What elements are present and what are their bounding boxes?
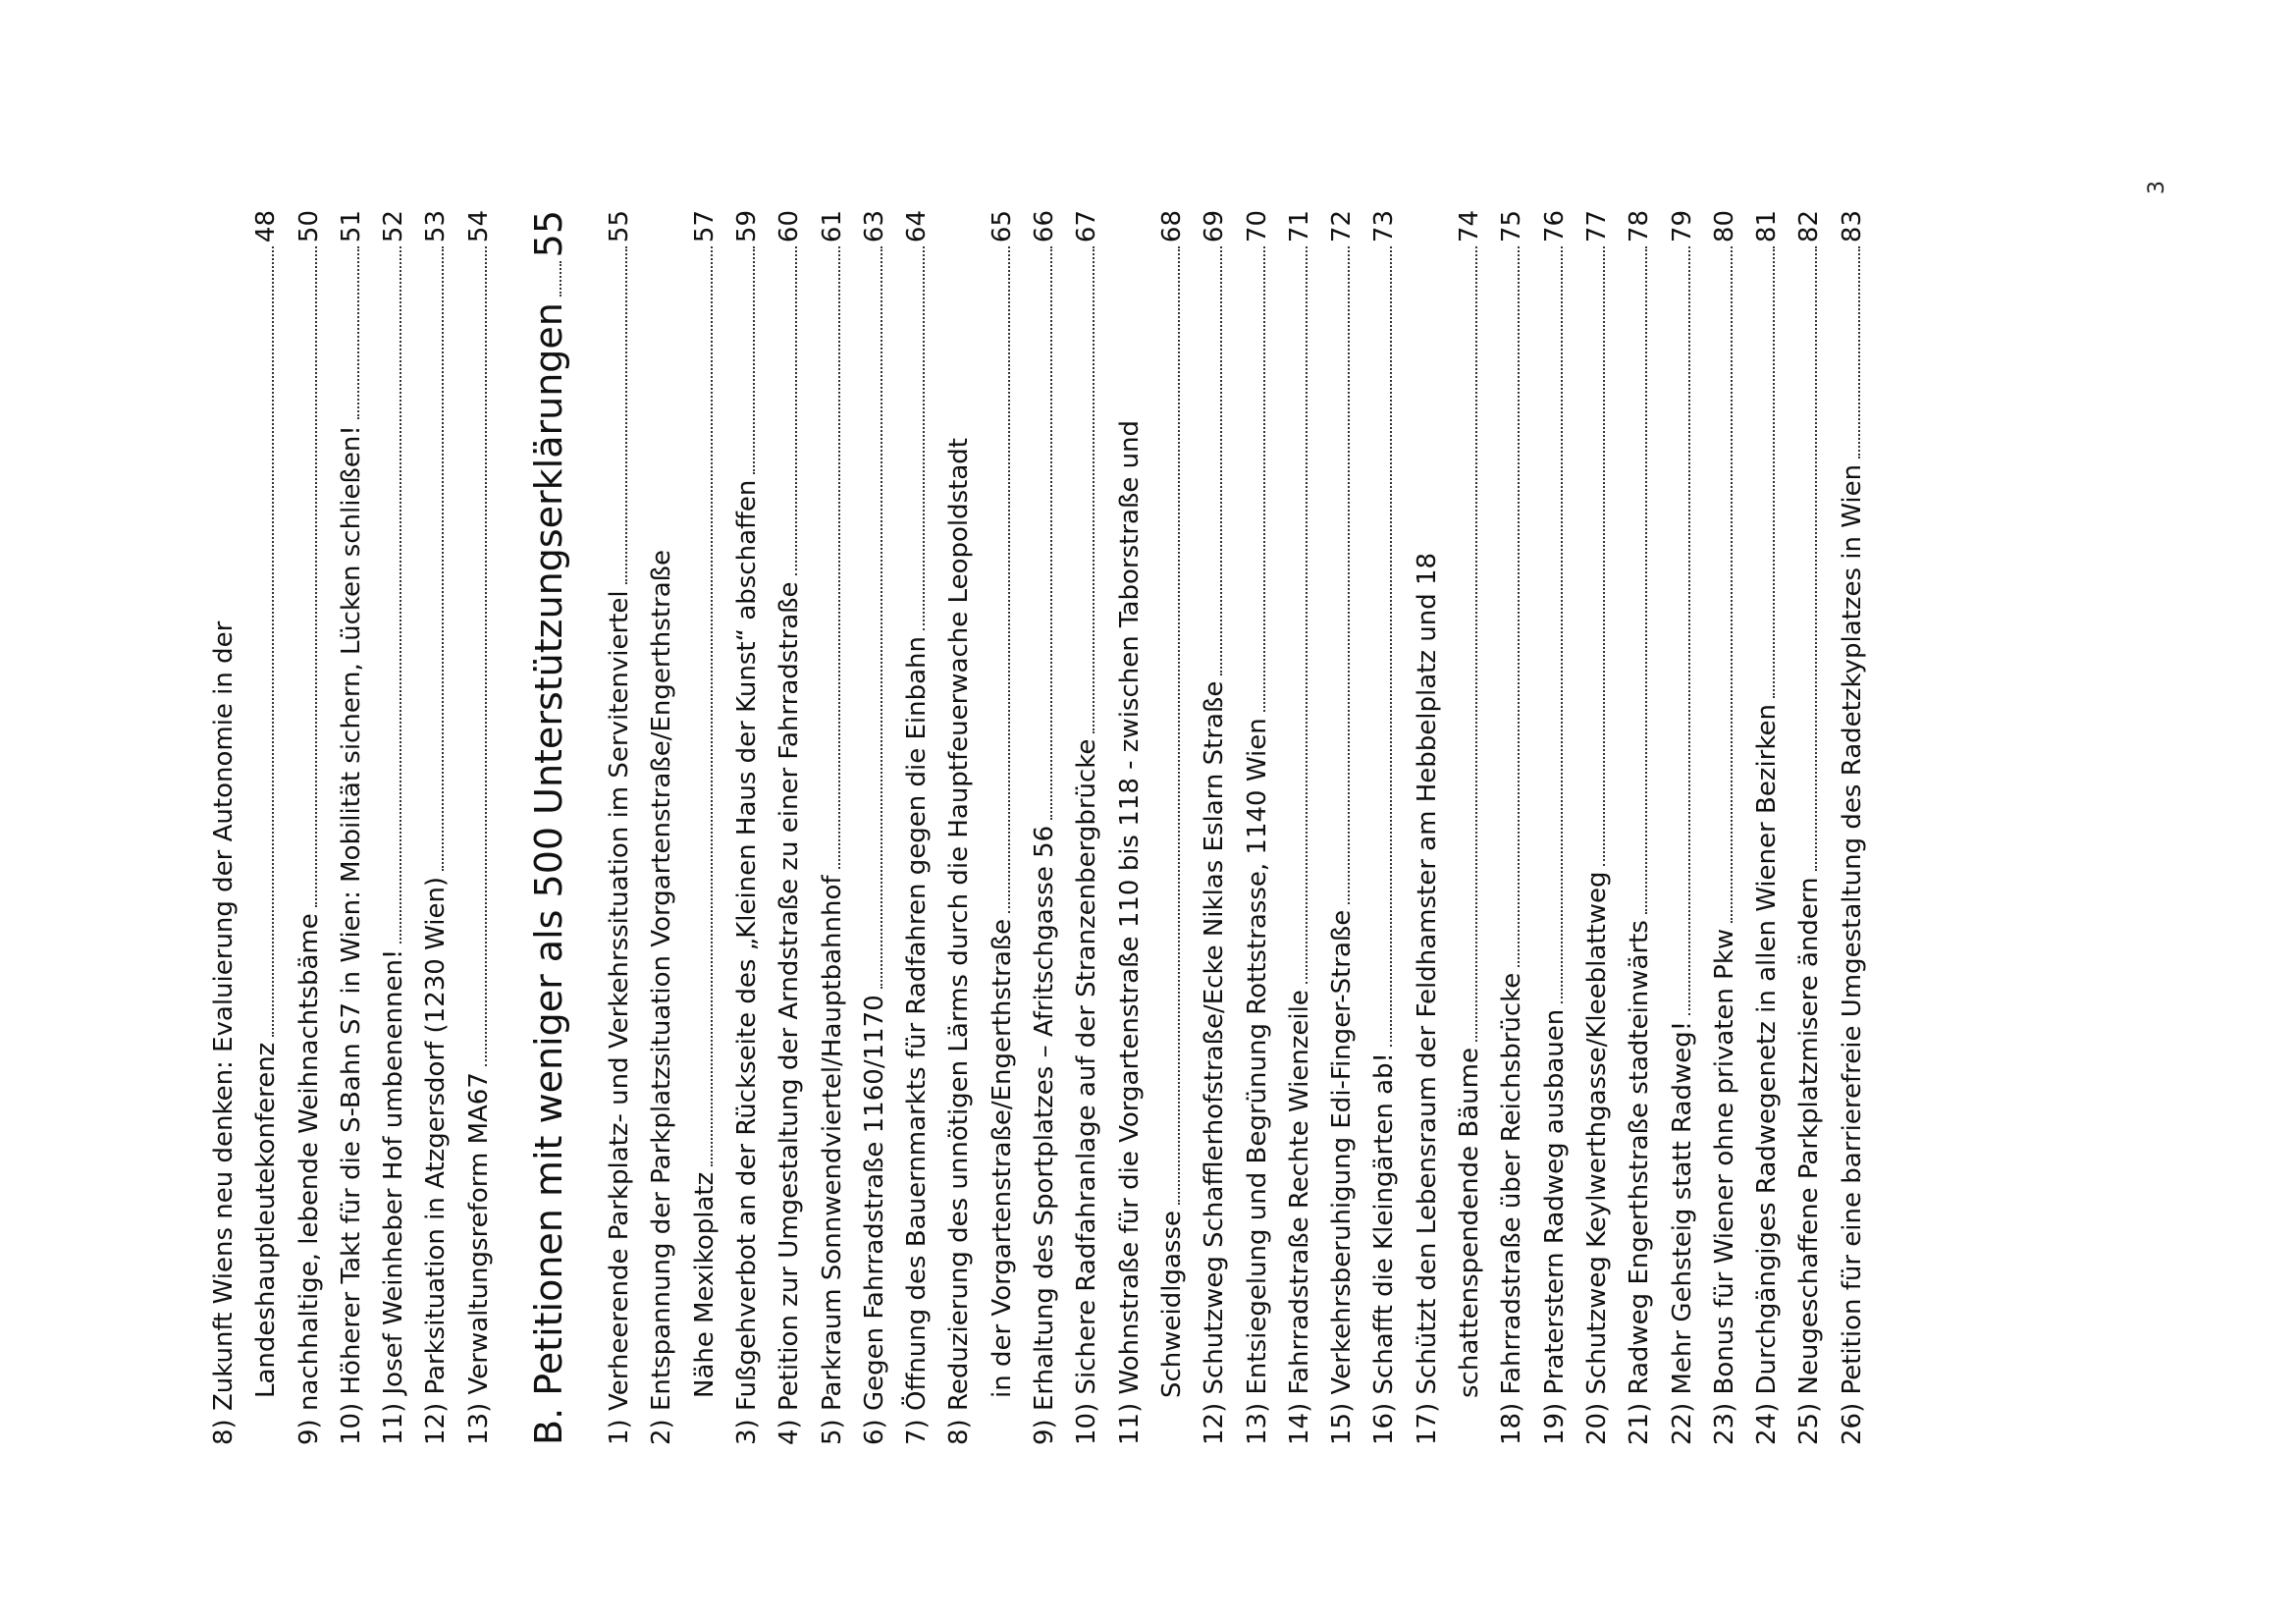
toc-entry-text: 9) nachhaltige, lebende Weihnachtsbäme xyxy=(294,913,324,1445)
toc-entry-text: 8) Reduzierung des unnötigen Lärms durch die Hauptfeuerwache Leopoldstadt xyxy=(944,438,975,1445)
toc-page-number: 75 xyxy=(1497,210,1527,243)
toc-line xyxy=(684,210,726,1445)
toc-entry-text: Schweidlgasse xyxy=(1156,1210,1187,1398)
toc-page-number: 63 xyxy=(859,210,889,243)
toc-line xyxy=(203,210,245,1445)
toc-entry-text: 23) Bonus für Wiener ohne privaten Pkw xyxy=(1709,928,1739,1445)
dot-leader xyxy=(711,246,713,1166)
dot-leader xyxy=(881,246,882,989)
toc-page-number: 73 xyxy=(1369,210,1400,243)
dot-leader xyxy=(1306,246,1308,984)
toc-line xyxy=(1321,210,1363,1445)
toc-line xyxy=(245,210,288,1445)
toc-line xyxy=(1534,210,1576,1445)
dot-leader xyxy=(753,246,755,474)
table-of-contents xyxy=(203,210,1874,1445)
toc-page-number: 77 xyxy=(1581,210,1612,243)
dot-leader xyxy=(923,246,925,630)
toc-line xyxy=(769,210,811,1445)
toc-page-number: 54 xyxy=(463,210,494,243)
toc-page-number: 65 xyxy=(987,210,1017,243)
toc-line xyxy=(1704,210,1746,1445)
toc-entry-text: 13) Verwaltungsreform MA67 xyxy=(463,1072,494,1445)
toc-entry-text: 12) Parksituation in Atzgersdorf (1230 Wien) xyxy=(421,876,452,1445)
dot-leader xyxy=(1050,246,1052,820)
page-number: 3 xyxy=(2145,181,2169,194)
toc-line xyxy=(289,210,331,1445)
toc-line xyxy=(1407,210,1449,1445)
toc-line xyxy=(896,210,938,1445)
section-heading xyxy=(507,210,591,1445)
toc-page-number: 71 xyxy=(1284,210,1314,243)
toc-line xyxy=(599,210,641,1445)
toc-entry-text: 18) Fahrradstraße über Reichsbrücke xyxy=(1497,972,1527,1445)
toc-entry-text: 21) Radweg Engerthstraße stadteinwärts xyxy=(1625,920,1655,1445)
toc-line xyxy=(1746,210,1789,1445)
dot-leader xyxy=(357,246,359,419)
toc-line xyxy=(1619,210,1661,1445)
toc-line xyxy=(812,210,854,1445)
toc-line xyxy=(1449,210,1491,1445)
toc-entry-text: 24) Durchgängiges Radwegenetz in allen Wiener Bezirken xyxy=(1752,704,1783,1445)
toc-page-number: 57 xyxy=(689,210,720,243)
toc-line xyxy=(1024,210,1066,1445)
toc-line xyxy=(1109,210,1151,1445)
dot-leader xyxy=(1561,246,1563,1003)
toc-entry-text: 17) Schützt den Lebensraum der Feldhamster am Hebbelplatz und 18 xyxy=(1412,552,1442,1445)
toc-entry-text: Landeshauptleutekonferenz xyxy=(251,1042,282,1398)
toc-entry-text: 26) Petition für eine barrierefreie Umgestaltung des Radetzkyplatzes in Wien xyxy=(1837,463,1867,1445)
toc-page-number: 68 xyxy=(1156,210,1187,243)
toc-line xyxy=(726,210,769,1445)
dot-leader xyxy=(485,246,487,1066)
dot-leader xyxy=(1518,246,1520,967)
toc-entry-text: 12) Schutzweg Schafflerhofstraße/Ecke Niklas Eslarn Straße xyxy=(1200,680,1230,1445)
toc-line xyxy=(1279,210,1321,1445)
toc-entry-text: 3) Fußgehverbot an der Rückseite des „Kleinen Haus der Kunst“ abschaffen xyxy=(731,479,762,1445)
toc-line xyxy=(331,210,373,1445)
toc-entry-text: B. Petitionen mit weniger als 500 Unterstützungserklärungen xyxy=(527,302,571,1445)
toc-entry-text: 8) Zukunft Wiens neu denken: Evaluierung der Autonomie in der xyxy=(209,620,239,1445)
toc-line xyxy=(415,210,457,1445)
toc-entry-text: 9) Erhaltung des Sportplatzes – Afritschgasse 56 xyxy=(1030,825,1060,1445)
toc-line xyxy=(641,210,683,1445)
dot-leader xyxy=(1178,246,1180,1205)
toc-entry-text: 10) Sichere Radfahranlage auf der Stranzenbergbrücke xyxy=(1072,738,1102,1445)
toc-page-number: 70 xyxy=(1242,210,1272,243)
toc-page-number: 79 xyxy=(1667,210,1697,243)
toc-page-number: 72 xyxy=(1327,210,1358,243)
toc-page-number: 67 xyxy=(1072,210,1102,243)
toc-entry-text: 20) Schutzweg Keylwerthgasse/Kleeblattweg xyxy=(1581,871,1612,1445)
toc-page-number: 74 xyxy=(1455,210,1485,243)
dot-leader xyxy=(1645,246,1647,914)
dot-leader xyxy=(1348,246,1350,904)
dot-leader xyxy=(560,261,561,297)
toc-line xyxy=(1576,210,1619,1445)
toc-line xyxy=(1662,210,1704,1445)
toc-entry-text: 15) Verkehrsberuhigung Edi-Finger-Straße xyxy=(1327,909,1358,1445)
toc-page-number: 69 xyxy=(1200,210,1230,243)
toc-entry-text: 16) Schafft die Kleingärten ab! xyxy=(1369,1052,1400,1445)
dot-leader xyxy=(1603,246,1605,865)
dot-leader xyxy=(315,246,317,907)
toc-page-number: 81 xyxy=(1752,210,1783,243)
toc-entry-text: 11) Josef Weinheber Hof umbenennen! xyxy=(379,948,409,1445)
toc-line xyxy=(1194,210,1236,1445)
toc-page-number: 66 xyxy=(1030,210,1060,243)
toc-entry-text: 19) Praterstern Radweg ausbauen xyxy=(1539,1008,1570,1445)
toc-line xyxy=(1491,210,1533,1445)
toc-entry-text: 5) Parkraum Sonnwendviertel/Hauptbahnhof xyxy=(817,875,847,1445)
toc-entry-text: 10) Höherer Takt für die S-Bahn S7 in Wien: Mobilität sichern, Lücken schließen! xyxy=(336,425,366,1445)
dot-leader xyxy=(1815,246,1817,871)
toc-page-number: 82 xyxy=(1794,210,1825,243)
toc-line xyxy=(1789,210,1831,1445)
toc-page-number: 55 xyxy=(605,210,635,243)
toc-page-number: 76 xyxy=(1539,210,1570,243)
toc-entry-text: 4) Petition zur Umgestaltung der Arndstraße zu einer Fahrradstraße xyxy=(774,581,805,1445)
dot-leader xyxy=(1093,246,1095,732)
toc-page-number: 80 xyxy=(1709,210,1739,243)
toc-entry-text: 25) Neugeschaffene Parkplatzmisere ändern xyxy=(1794,877,1825,1445)
toc-line xyxy=(1363,210,1406,1445)
toc-line xyxy=(1066,210,1108,1445)
toc-page-number: 61 xyxy=(817,210,847,243)
toc-line xyxy=(458,210,501,1445)
dot-leader xyxy=(272,246,274,1037)
dot-leader xyxy=(1858,246,1860,458)
dot-leader xyxy=(1390,246,1392,1047)
toc-entry-text: 11) Wohnstraße für die Vorgartenstraße 110 bis 118 - zwischen Taborstraße und xyxy=(1114,419,1145,1445)
toc-line xyxy=(938,210,981,1445)
toc-entry-text: 13) Entsiegelung und Begrünung Rottstrasse, 1140 Wien xyxy=(1242,718,1272,1445)
toc-entry-text: 1) Verheerende Parkplatz- und Verkehrssituation im Servitenviertel xyxy=(605,590,635,1445)
dot-leader xyxy=(625,246,627,584)
dot-leader xyxy=(400,246,401,944)
toc-page-number: 59 xyxy=(731,210,762,243)
toc-line xyxy=(1151,210,1194,1445)
dot-leader xyxy=(1475,246,1477,1042)
dot-leader xyxy=(1773,246,1775,698)
toc-entry-text: Nähe Mexikoplatz xyxy=(689,1171,720,1398)
dot-leader xyxy=(442,246,444,871)
toc-page-number: 53 xyxy=(421,210,452,243)
dot-leader xyxy=(1263,246,1265,712)
dot-leader xyxy=(1688,246,1690,1015)
toc-entry-text: 22) Mehr Gehsteig statt Radweg! xyxy=(1667,1020,1697,1445)
toc-line xyxy=(373,210,415,1445)
toc-line xyxy=(1832,210,1874,1445)
toc-line xyxy=(982,210,1024,1445)
toc-entry-text: in der Vorgartenstraße/Engerthstraße xyxy=(987,918,1017,1398)
toc-page-number: 83 xyxy=(1837,210,1867,243)
toc-entry-text: 14) Fahrradstraße Rechte Wienzeile xyxy=(1284,990,1314,1445)
toc-entry-text: 6) Gegen Fahrradstraße 1160/1170 xyxy=(859,995,889,1445)
toc-line xyxy=(1237,210,1279,1445)
toc-page-number: 55 xyxy=(527,210,571,258)
toc-page-number: 52 xyxy=(379,210,409,243)
dot-leader xyxy=(1220,246,1222,675)
toc-entry-text: 7) Öffnung des Bauernmarkts für Radfahren gegen die Einbahn xyxy=(902,635,933,1445)
dot-leader xyxy=(1008,246,1010,913)
dot-leader xyxy=(1731,246,1733,923)
toc-page-number: 48 xyxy=(251,210,282,243)
toc-entry-text: schattenspendende Bäume xyxy=(1455,1048,1485,1398)
toc-page-number: 78 xyxy=(1625,210,1655,243)
toc-page-number: 50 xyxy=(294,210,324,243)
toc-page-number: 60 xyxy=(774,210,805,243)
dot-leader xyxy=(838,246,840,869)
toc-page-number: 64 xyxy=(902,210,933,243)
toc-entry-text: 2) Entspannung der Parkplatzsituation Vorgartenstraße/Engerthstraße xyxy=(647,549,677,1445)
toc-page-number: 51 xyxy=(336,210,366,243)
toc-line xyxy=(854,210,896,1445)
dot-leader xyxy=(795,246,797,575)
